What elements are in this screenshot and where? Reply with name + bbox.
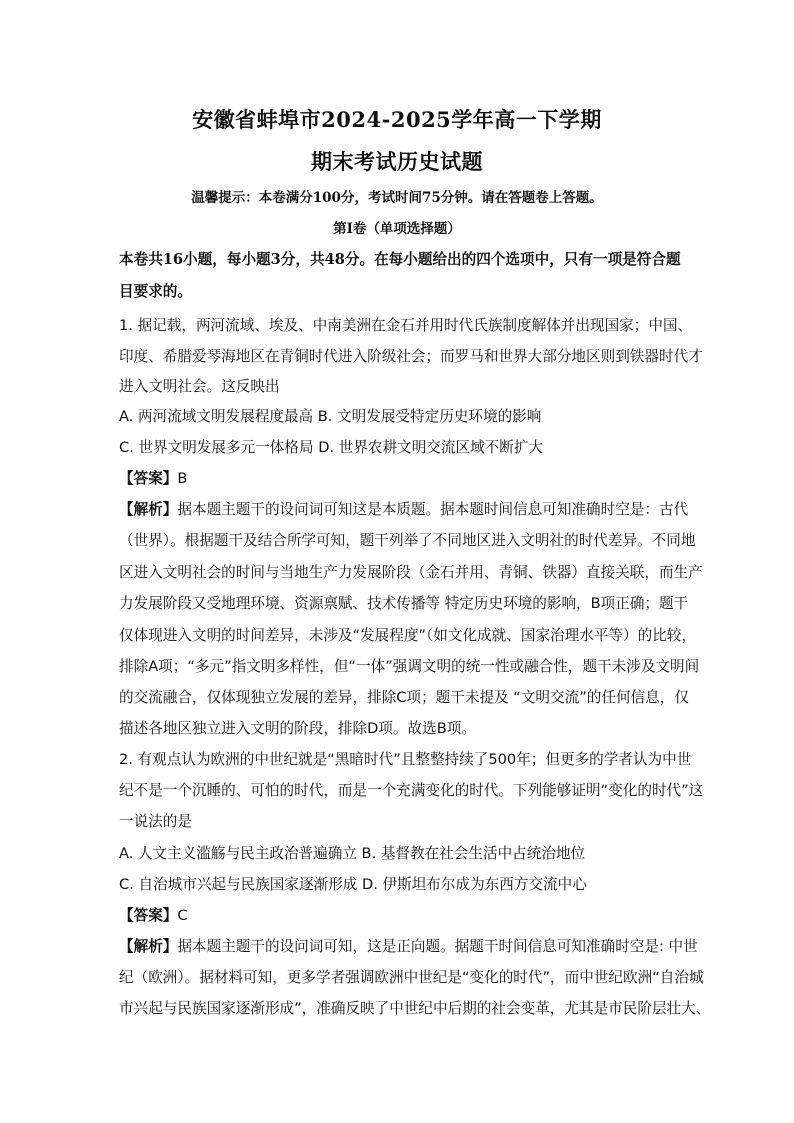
document-title-line-2: 期末考试历史试题 bbox=[311, 149, 483, 174]
q2-answer bbox=[119, 904, 188, 925]
q1-analysis-line-4: 力发展阶段又受地理环境、资源禀赋、技术传播等 特定历史环境的影响，B项正确；题干 bbox=[119, 595, 689, 612]
q1-option-cd: C. 世界文明发展多元一体格局 D. 世界农耕文明交流区域不断扩大 bbox=[119, 439, 544, 456]
q1-analysis-line-7: 的交流融合，仅体现独立发展的差异，排除C项；题干未提及 “文明交流”的任何信息，仅 bbox=[119, 689, 689, 706]
q1-analysis-line-6: 排除A项；“多元”指文明多样性，但“一体”强调文明的统一性或融合性，题干未涉及文明间 bbox=[119, 658, 700, 675]
q2-analysis-line-1 bbox=[119, 935, 698, 956]
q1-analysis-line-2: （世界）。根据题干及结合所学可知，题干列举了不同地区进入文明社的时代差异。不同地 bbox=[119, 532, 696, 549]
q2-stem-line-1: 2. 有观点认为欧洲的中世纪就是“黑暗时代”且整整持续了500年；但更多的学者认为中世 bbox=[119, 751, 692, 768]
q1-stem-line-1: 1. 据记载，两河流域、埃及、中南美洲在金石并用时代氏族制度解体并出现国家；中国、 bbox=[119, 317, 693, 334]
q1-stem-line-2: 印度、希腊爱琴海地区在青铜时代进入阶级社会；而罗马和世界大部分地区则到铁器时代才 bbox=[119, 348, 703, 365]
answer-label: 【答案】 bbox=[119, 907, 178, 924]
q1-stem-line-3: 进入文明社会。这反映出 bbox=[119, 378, 280, 395]
analysis-label: 【解析】 bbox=[119, 501, 178, 518]
q1-analysis-line-8: 描述各地区独立进入文明的阶段，排除D项。故选B项。 bbox=[119, 720, 476, 737]
q1-analysis-line-1 bbox=[119, 498, 689, 519]
answer-value: C bbox=[177, 907, 188, 924]
answer-label: 【答案】 bbox=[119, 470, 178, 487]
answer-value: B bbox=[177, 470, 188, 487]
q2-stem-line-3: 一说法的是 bbox=[119, 813, 192, 830]
q2-option-cd: C. 自治城市兴起与民族国家逐渐形成 D. 伊斯坦布尔成为东西方交流中心 bbox=[119, 876, 587, 893]
q2-stem-line-2: 纪不是一个沉睡的、可怕的时代，而是一个充满变化的时代。下列能够证明“变化的时代”这 bbox=[119, 782, 704, 799]
analysis-label: 【解析】 bbox=[119, 938, 178, 955]
exam-tip: 温馨提示：本卷满分100分，考试时间75分钟。请在答题卷上答题。 bbox=[191, 190, 603, 206]
q1-option-ab: A. 两河流域文明发展程度最高 B. 文明发展受特定历史环境的影响 bbox=[119, 408, 542, 425]
q1-analysis-line-5: 仅体现进入文明的时间差异，未涉及“发展程度”（如文化成就、国家治理水平等）的比较， bbox=[119, 627, 696, 644]
q1-analysis-line-3: 区进入文明社会的时间与当地生产力发展阶段（金石并用、青铜、铁器）直接关联，而生产 bbox=[119, 564, 703, 581]
q2-analysis-line-3: 市兴起与民族国家逐渐形成”，准确反映了中世纪中后期的社会变革，尤其是市民阶层壮大、 bbox=[119, 1000, 711, 1017]
instructions-line-1: 本卷共16小题，每小题3分，共48分。在每小题给出的四个选项中，只有一项是符合题 bbox=[119, 251, 681, 268]
analysis-text: 据本题主题干的设问词可知，这是正向题。据题干时间信息可知准确时空是: 中世 bbox=[177, 938, 698, 955]
q2-analysis-line-2: 纪（欧洲）。据材料可知，更多学者强调欧洲中世纪是“变化的时代”，而中世纪欧洲“自治城 bbox=[119, 969, 704, 986]
section-title: 第Ⅰ卷（单项选择题） bbox=[333, 221, 461, 237]
document-title-line-1: 安徽省蚌埠市2024-2025学年高一下学期 bbox=[192, 107, 602, 132]
analysis-text: 据本题主题干的设问词可知这是本质题。据本题时间信息可知准确时空是：古代 bbox=[177, 501, 689, 518]
instructions-line-2: 目要求的。 bbox=[119, 283, 192, 300]
q1-answer bbox=[119, 467, 187, 488]
q2-option-ab: A. 人文主义滥觞与民主政治普遍确立 B. 基督教在社会生活中占统治地位 bbox=[119, 845, 586, 862]
